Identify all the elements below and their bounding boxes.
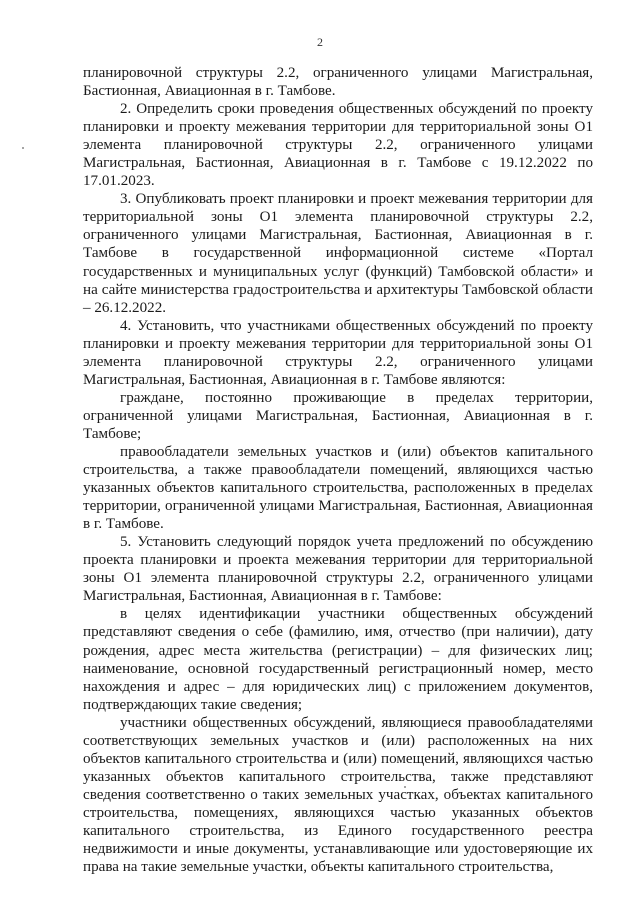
page-number: 2 xyxy=(317,35,323,49)
paragraph-item-5: 5. Установить следующий порядок учета предложений по обсуждению проекта планировки и проекта межевания территории для территориальной зоны О1 элемента планировочной структуры 2.2, ограниченного улицами Магистральная, Бастионная, Авиационная в г. Тамбове: xyxy=(83,534,593,605)
paragraph-item-3: 3. Опубликовать проект планировки и проект межевания территории для территориальной зоны О1 элемента планировочной структуры 2.2, ограниченного улицами Магистральная, Бастионная, Авиационная в г. Тамбове в государственной информационной системе «Портал государственных и муниципальных услуг (функций) Тамбовской области» и на сайте министерства градостроительства и архитектуры Тамбовской области – 26.12.2022. xyxy=(83,191,593,316)
paragraph-continuation: планировочной структуры 2.2, ограниченного улицами Магистральная, Бастионная, Авиационная в г. Тамбове. xyxy=(83,65,593,100)
paragraph-item-2: 2. Определить сроки проведения общественных обсуждений по проекту планировки и проекту межевания территории для территориальной зоны О1 элемента планировочной структуры 2.2, ограниченного улицами Магистральная, Бастионная, Авиационная в г. Тамбове с 19.12.2022 по 17.01.2023. xyxy=(83,101,593,190)
paragraph-property-info: участники общественных обсуждений, являющиеся правообладателями соответствующих земельных участков и (или) расположенных на них объектов капитального строительства и (или) помещений, являющихся частью указанных объектов капитального строительства, также представляют сведения соответственно о таких земельных участках, объектах капитального строительства, помещениях, являющихся частью указанных объектов капитального строительства, из Единого государственного реестра недвижимости и иные документы, устанавливающие или удостоверяющие их права на такие земельные участки, объекты капитального строительства, xyxy=(83,714,593,876)
paragraph-residents: граждане, постоянно проживающие в пределах территории, ограниченной улицами Магистральная, Бастионная, Авиационная в г. Тамбове; xyxy=(83,389,593,442)
document-body xyxy=(83,64,593,876)
paragraph-rightholders: правообладатели земельных участков и (или) объектов капитального строительства, а также правообладатели помещений, являющихся частью указанных объектов капитального строительства, расположенных в пределах территории, ограниченной улицами Магистральная, Бастионная, Авиационная в г. Тамбове. xyxy=(83,443,593,533)
paragraph-identification: в целях идентификации участники общественных обсуждений представляют сведения о себе (фамилию, имя, отчество (при наличии), дату рождения, адрес места жительства (регистрации) – для физических лиц; наименование, основной государственный регистрационный номер, место нахождения и адрес – для юридических лиц) с приложением документов, подтверждающих такие сведения; xyxy=(83,606,593,713)
paragraph-item-4: 4. Установить, что участниками общественных обсуждений по проекту планировки и проекту межевания территории для территориальной зоны О1 элемента планировочной структуры 2.2, ограниченного улицами Магистральная, Бастионная, Авиационная в г. Тамбове являются: xyxy=(83,317,593,388)
scan-speck xyxy=(22,147,24,149)
